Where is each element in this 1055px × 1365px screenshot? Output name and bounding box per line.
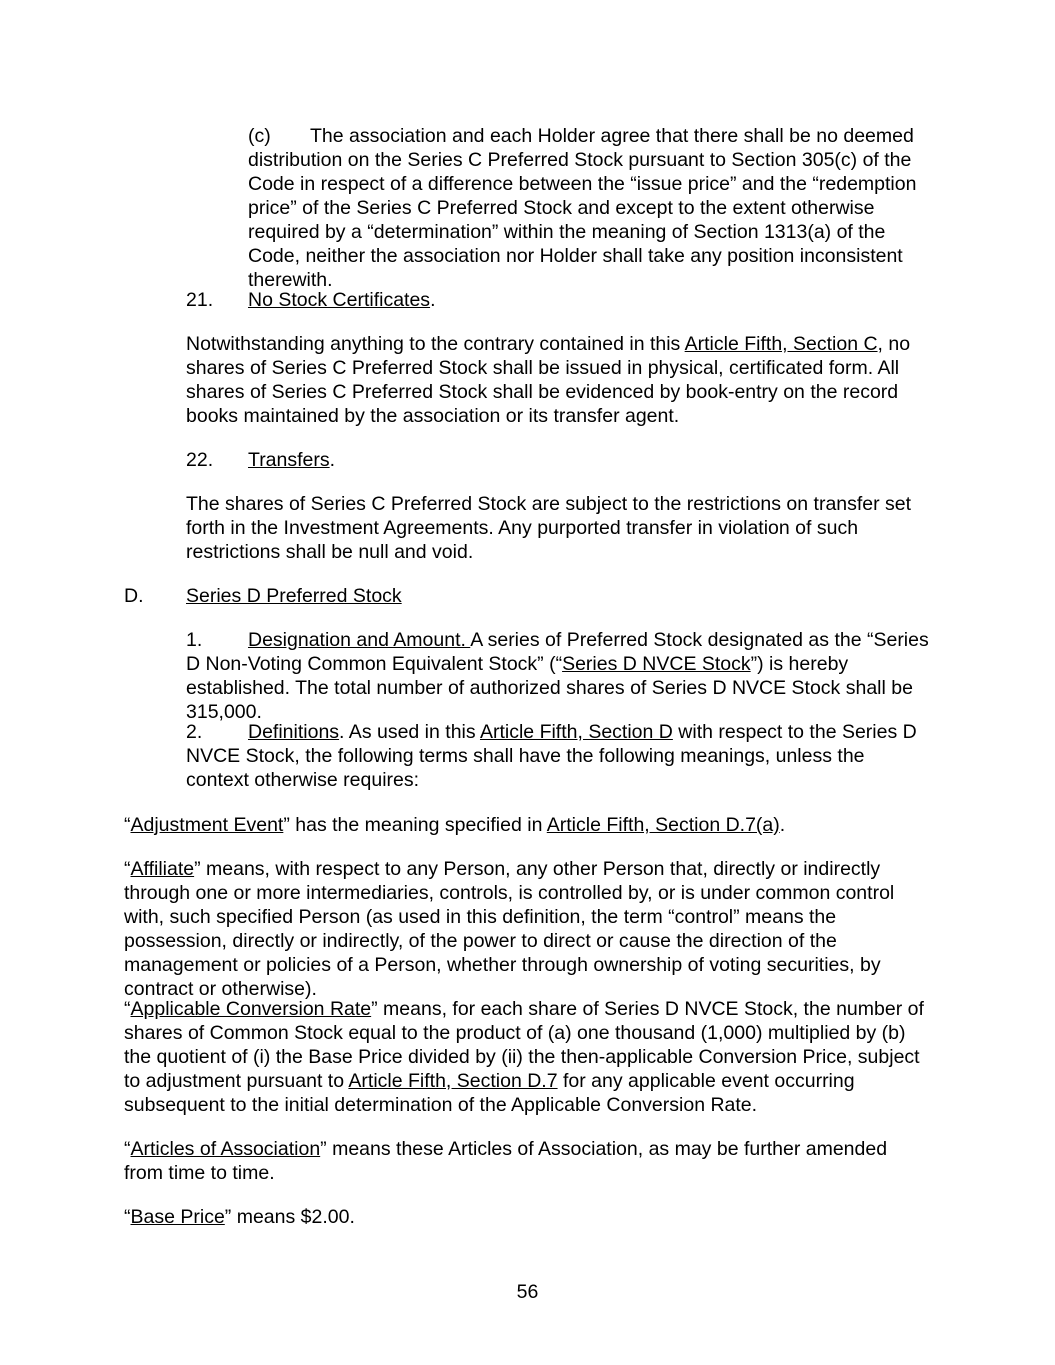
- body-text: .: [779, 814, 786, 836]
- open-quote: “: [124, 858, 131, 880]
- paragraph-label: (c): [248, 125, 271, 147]
- section-title-punct: .: [329, 449, 336, 471]
- section-22-heading: [186, 448, 936, 472]
- definition-base-price: [124, 1205, 924, 1229]
- section-title-punct: .: [430, 289, 436, 311]
- open-quote: “: [124, 814, 131, 836]
- paragraph-20c: [248, 124, 938, 292]
- defined-term: Affiliate: [130, 858, 195, 880]
- defined-term: Base Price: [130, 1206, 225, 1228]
- section-number: 2.: [186, 721, 203, 743]
- body-text: ” means, with respect to any Person, any other Person that, directly or indirectly through one or more intermediaries, controls, is controlled by, or is under common control with, such specified Person (as used in this definition, the term “control” means the possession, directly or indirectly, of the power to direct or cause the direction of the management or policies of a Person, whether through ownership of voting securities, by contract or otherwise).: [124, 858, 895, 1000]
- section-title: No Stock Certificates: [248, 289, 431, 311]
- open-quote: “: [124, 1206, 131, 1228]
- body-text: A series of Preferred Stock designated as the “Series D Non-Voting Common Equivalent Stock” (“: [186, 629, 929, 675]
- section-d1: [186, 628, 936, 724]
- definition-articles-of-association: [124, 1137, 924, 1185]
- body-text: The shares of Series C Preferred Stock are subject to the restrictions on transfer set forth in the Investment Agreements. Any purported transfer in violation of such restrictions shall be null and void.: [186, 493, 912, 563]
- body-text: ” means these Articles of Association, as may be further amended from time to time.: [124, 1138, 888, 1184]
- open-quote: “: [124, 1138, 131, 1160]
- definition-adjustment-event: [124, 813, 924, 837]
- cross-reference: Article Fifth, Section D.7: [348, 1070, 558, 1092]
- section-title: Transfers: [248, 449, 330, 471]
- section-title: Definitions: [248, 721, 340, 743]
- definition-affiliate: [124, 857, 929, 1001]
- section-d-heading: [124, 584, 924, 608]
- defined-term: Adjustment Event: [130, 814, 284, 836]
- paragraph-text: The association and each Holder agree that there shall be no deemed distribution on the Series C Preferred Stock pursuant to Section 305(c) of the Code in respect of a difference between the “issue price” and the “redemption price” of the Series C Preferred Stock and except to the extent otherwise required by a “determination” within the meaning of Section 1313(a) of the Code, neither the association nor Holder shall take any position inconsistent therewith.: [248, 125, 917, 291]
- body-text: with respect to the Series D NVCE Stock, the following terms shall have the following meanings, unless the context otherwise requires:: [186, 721, 917, 791]
- section-d2: [186, 720, 924, 792]
- section-title: Designation and Amount.: [248, 629, 471, 651]
- defined-term: Applicable Conversion Rate: [130, 998, 372, 1020]
- section-21-heading: [186, 288, 936, 312]
- definition-applicable-conversion-rate: [124, 997, 924, 1117]
- section-21-body: [186, 332, 924, 428]
- cross-reference: Article Fifth, Section D.7(a): [546, 814, 780, 836]
- cross-reference: Article Fifth, Section D: [479, 721, 673, 743]
- defined-term: Series D NVCE Stock: [562, 653, 751, 675]
- section-22-body: [186, 492, 924, 564]
- body-text: . As used in this: [339, 721, 480, 743]
- body-text: ”) is hereby established. The total number of authorized shares of Series D NVCE Stock shall be 315,000.: [186, 653, 913, 723]
- body-text: ” has the meaning specified in: [283, 814, 547, 836]
- body-text: for any applicable event occurring subsequent to the initial determination of the Applicable Conversion Rate.: [124, 1070, 855, 1116]
- section-letter: D.: [124, 585, 144, 607]
- body-text: ” means $2.00.: [224, 1206, 355, 1228]
- section-number: 21.: [186, 289, 214, 311]
- page-number: 56: [516, 1281, 539, 1303]
- section-number: 1.: [186, 629, 203, 651]
- cross-reference: Article Fifth, Section C: [684, 333, 878, 355]
- body-text: , no shares of Series C Preferred Stock shall be issued in physical, certificated form. All shares of Series C Preferred Stock shall be evidenced by book-entry on the record books maintained by the association or its transfer agent.: [186, 333, 911, 427]
- body-text: Notwithstanding anything to the contrary contained in this: [186, 333, 685, 355]
- section-title: Series D Preferred Stock: [186, 585, 402, 607]
- defined-term: Articles of Association: [130, 1138, 321, 1160]
- body-text: ” means, for each share of Series D NVCE Stock, the number of shares of Common Stock equal to the product of (a) one thousand (1,000) multiplied by (b) the quotient of (i) the Base Price divided by (ii) the then-applicable Conversion Price, subject to adjustment pursuant to: [124, 998, 924, 1092]
- section-number: 22.: [186, 449, 214, 471]
- open-quote: “: [124, 998, 131, 1020]
